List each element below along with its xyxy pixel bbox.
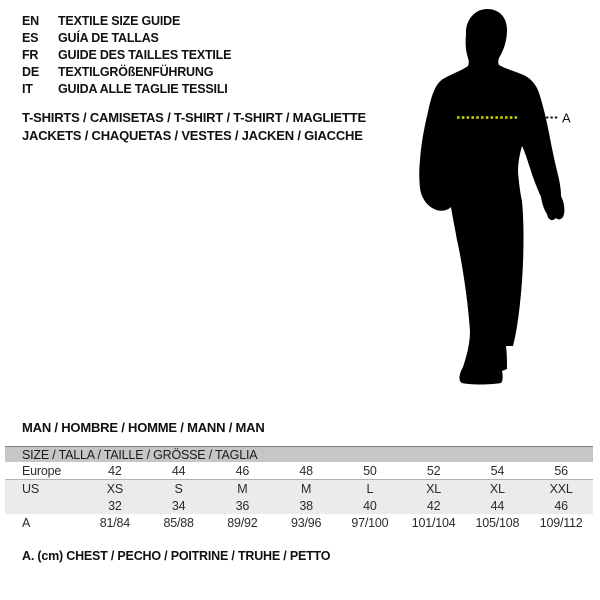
table-cell: 32 (83, 497, 147, 514)
table-row-chest-cm (5, 514, 593, 531)
table-cell: M (274, 480, 338, 498)
table-cell: 109/112 (529, 514, 593, 531)
table-header-row (5, 447, 593, 463)
table-cell: 101/104 (402, 514, 466, 531)
table-header-cell: SIZE / TALLA / TAILLE / GRÖSSE / TAGLIA (5, 447, 593, 463)
table-row-us-numeric (5, 497, 593, 514)
table-cell: 81/84 (83, 514, 147, 531)
table-cell: 56 (529, 462, 593, 480)
table-cell: 93/96 (274, 514, 338, 531)
row-label: US (5, 480, 83, 498)
category-line-tshirts: T-SHIRTS / CAMISETAS / T-SHIRT / T-SHIRT / MAGLIETTE (22, 110, 366, 125)
language-row (22, 64, 231, 81)
table-cell: S (147, 480, 211, 498)
language-label: GUIDE DES TAILLES TEXTILE (58, 48, 232, 62)
man-silhouette-shape (419, 9, 564, 385)
category-line-jackets: JACKETS / CHAQUETAS / VESTES / JACKEN / GIACCHE (22, 128, 363, 143)
table-cell: 42 (83, 462, 147, 480)
language-row (22, 13, 231, 30)
table-cell: 46 (211, 462, 275, 480)
table-row-us (5, 480, 593, 498)
table-cell: 40 (338, 497, 402, 514)
table-cell: 97/100 (338, 514, 402, 531)
table-cell: L (338, 480, 402, 498)
table-cell: XXL (529, 480, 593, 498)
man-silhouette (410, 0, 600, 400)
language-row (22, 81, 231, 98)
table-cell: 89/92 (211, 514, 275, 531)
table-cell: 34 (147, 497, 211, 514)
measure-footnote: A. (cm) CHEST / PECHO / POITRINE / TRUHE / PETTO (22, 549, 331, 563)
measure-label-a: A (562, 110, 571, 126)
row-label (5, 497, 83, 514)
language-list (22, 13, 231, 98)
table-cell: XS (83, 480, 147, 498)
language-row (22, 47, 231, 64)
table-cell: XL (466, 480, 530, 498)
language-code: IT (22, 82, 33, 96)
table-row-europe (5, 462, 593, 480)
language-code: EN (22, 14, 39, 28)
garment-categories (22, 109, 366, 145)
language-label: TEXTILE SIZE GUIDE (58, 14, 181, 28)
table-cell: 48 (274, 462, 338, 480)
row-label: Europe (5, 462, 83, 480)
size-table (5, 446, 593, 531)
language-label: GUÍA DE TALLAS (58, 31, 159, 45)
language-label: GUIDA ALLE TAGLIE TESSILI (58, 82, 228, 96)
table-cell: 54 (466, 462, 530, 480)
table-cell: 44 (147, 462, 211, 480)
table-cell: 38 (274, 497, 338, 514)
table-cell: 36 (211, 497, 275, 514)
table-cell: 85/88 (147, 514, 211, 531)
table-cell: 50 (338, 462, 402, 480)
table-cell: M (211, 480, 275, 498)
table-cell: XL (402, 480, 466, 498)
table-cell: 42 (402, 497, 466, 514)
table-cell: 44 (466, 497, 530, 514)
language-row (22, 30, 231, 47)
language-code: DE (22, 65, 39, 79)
table-cell: 52 (402, 462, 466, 480)
table-cell: 105/108 (466, 514, 530, 531)
table-cell: 46 (529, 497, 593, 514)
section-title: MAN / HOMBRE / HOMME / MANN / MAN (22, 420, 265, 435)
row-label: A (5, 514, 83, 531)
language-code: ES (22, 31, 39, 45)
language-label: TEXTILGRÖßENFÜHRUNG (58, 65, 214, 79)
language-code: FR (22, 48, 39, 62)
